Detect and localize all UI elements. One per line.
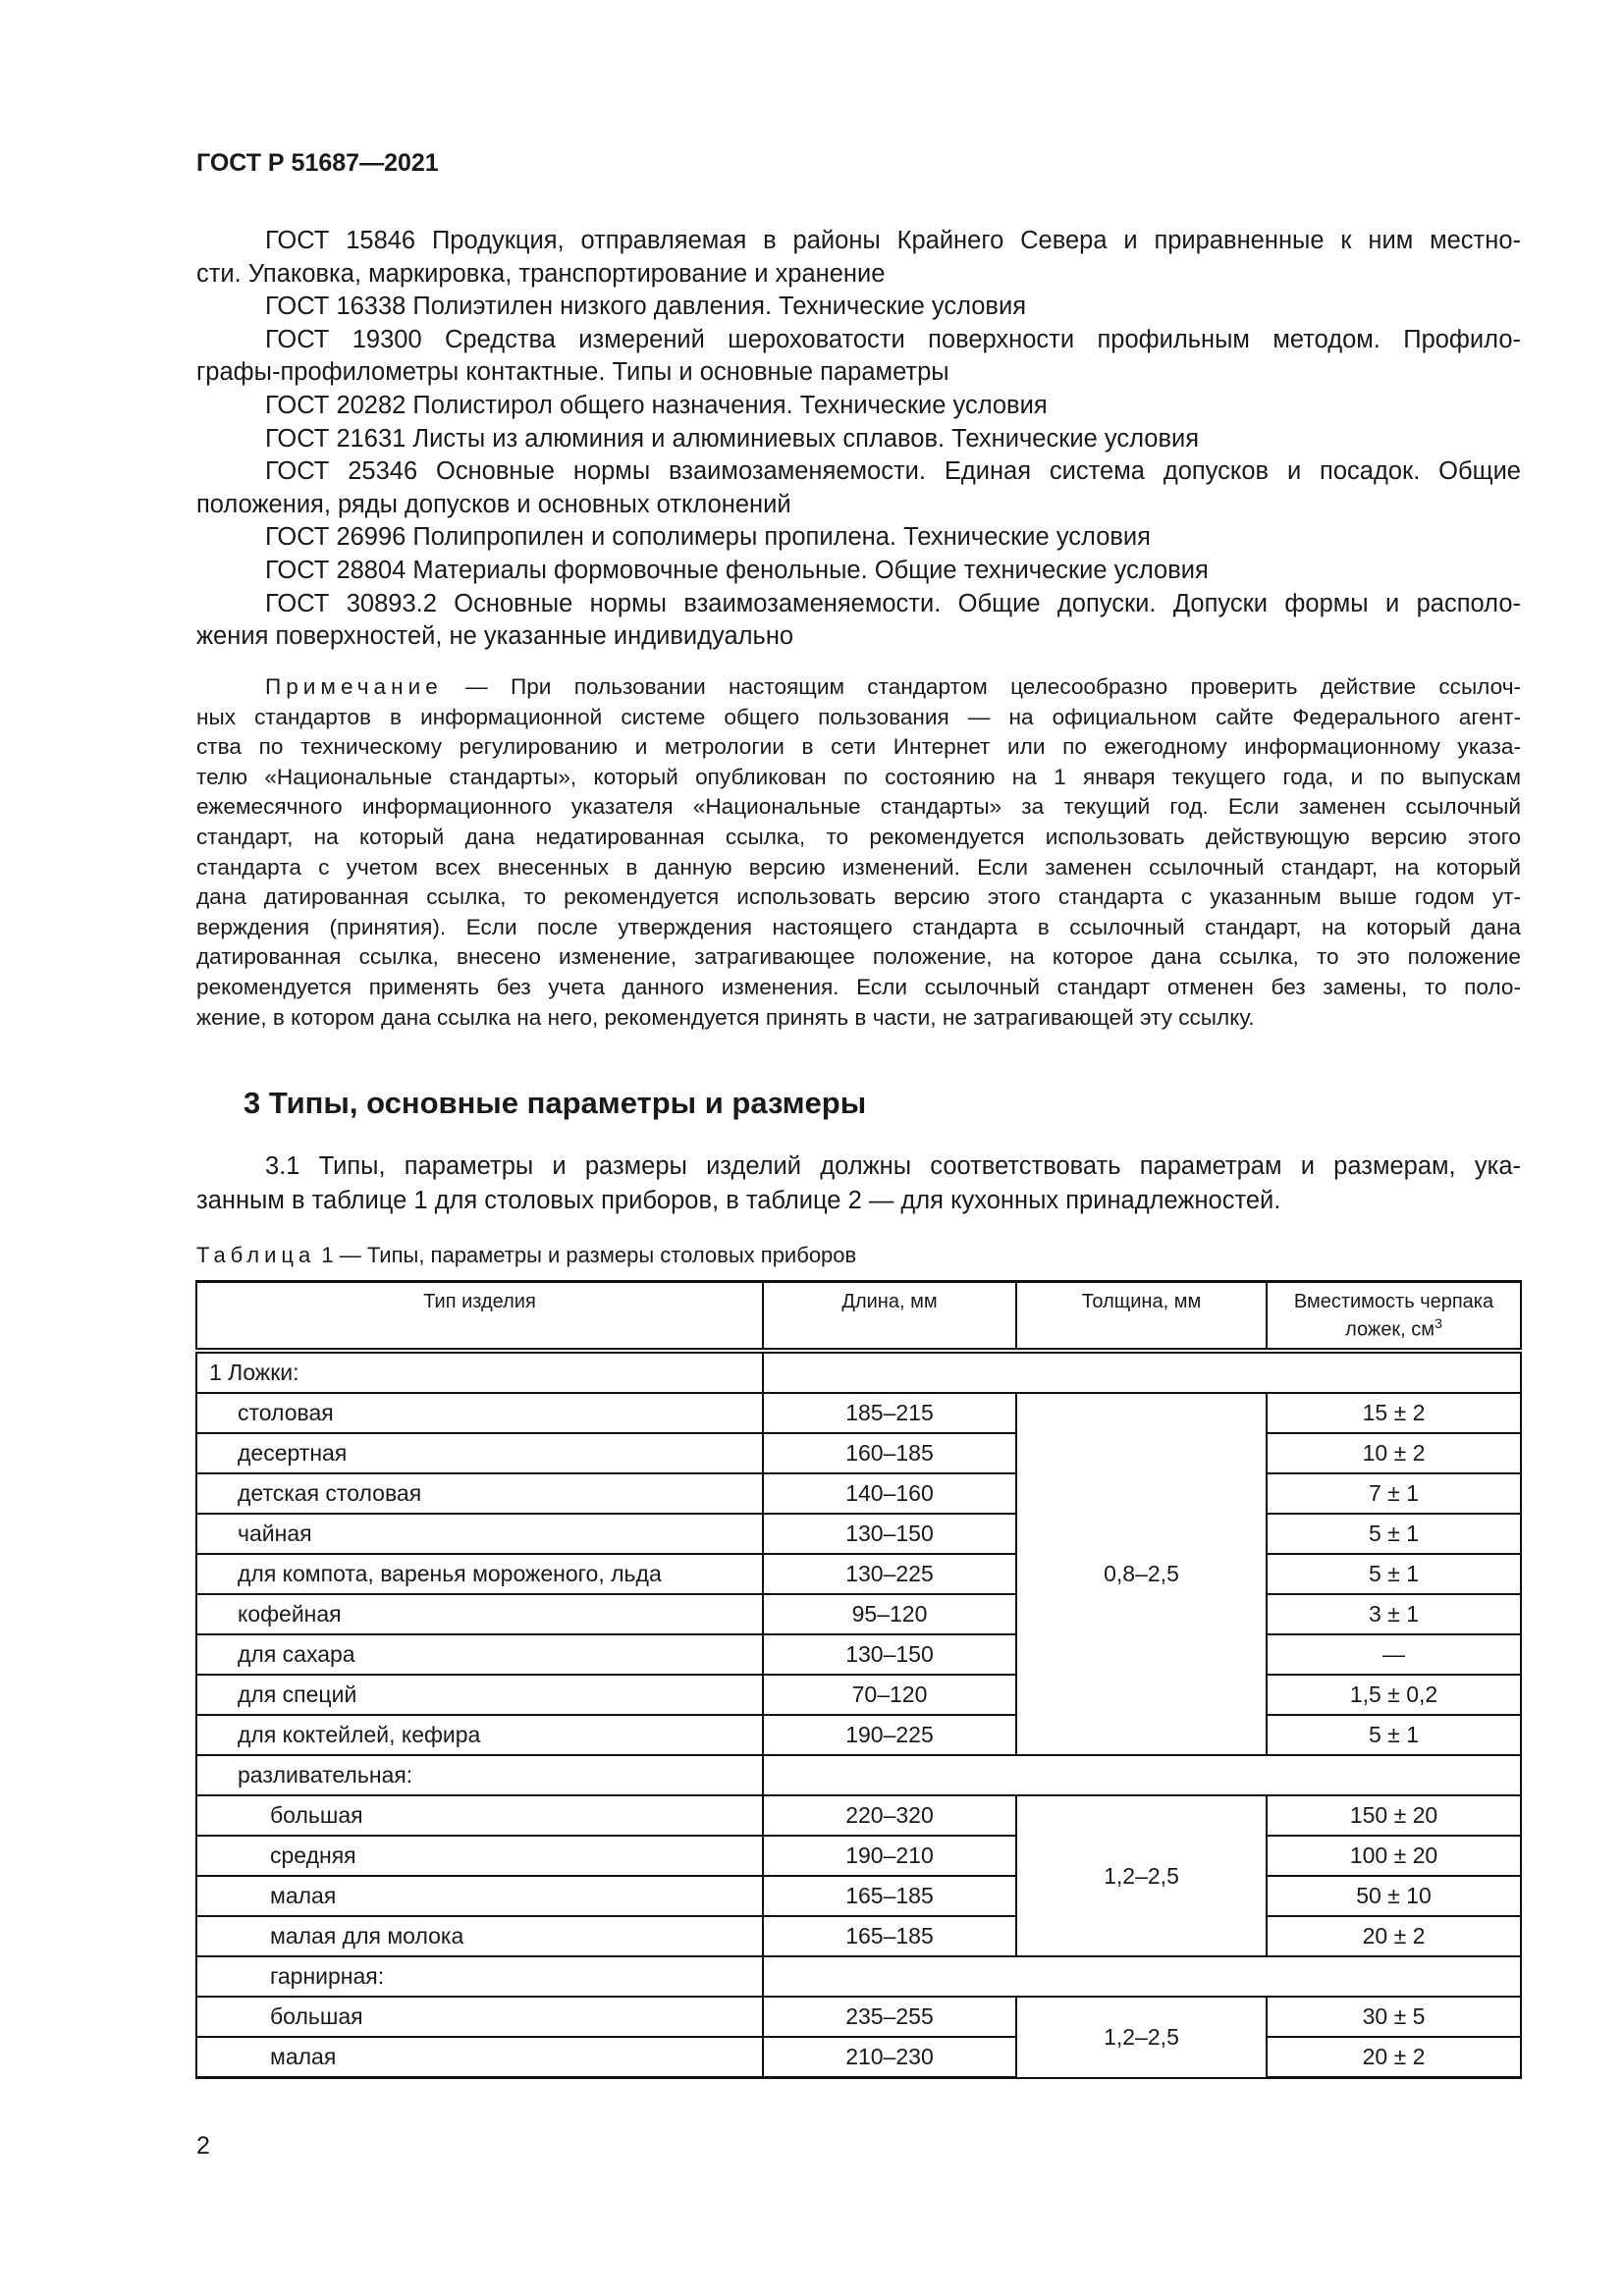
reference-line: ГОСТ 15846 Продукция, отправляемая в районы Крайнего Севера и приравненные к ним местно- <box>265 227 1521 254</box>
cell-thickness: 1,2–2,5 <box>1016 1997 1267 2078</box>
table-row <box>196 1755 1521 1795</box>
cell-empty <box>763 1956 1521 1997</box>
cell-volume: 15 ± 2 <box>1267 1393 1521 1433</box>
table-row <box>196 1594 1521 1634</box>
table-caption-label: Таблица <box>196 1243 316 1267</box>
cell-length: 165–185 <box>763 1916 1016 1956</box>
col-header-volume-text: Вместимость черпака ложек, см <box>1293 1291 1494 1341</box>
cell-volume: 7 ± 1 <box>1267 1473 1521 1514</box>
cell-volume: 5 ± 1 <box>1267 1554 1521 1594</box>
section-paragraph <box>196 1149 1521 1218</box>
table-cutlery-parameters <box>195 1280 1522 2079</box>
page-number: 2 <box>196 2132 210 2160</box>
paragraph-line: занным в таблице 1 для столовых приборов, в таблице 2 — для кухонных принадлежностей. <box>196 1187 1281 1214</box>
table-row <box>196 1473 1521 1514</box>
note-label: Примечание <box>265 674 443 699</box>
reference-line: ГОСТ 30893.2 Основные нормы взаимозаменяемости. Общие допуски. Допуски формы и располо- <box>265 589 1521 617</box>
table-row <box>196 1715 1521 1755</box>
cell-volume: 10 ± 2 <box>1267 1433 1521 1473</box>
cell-volume: 100 ± 20 <box>1267 1836 1521 1876</box>
cell-type: большая <box>196 1997 763 2037</box>
col-header-volume <box>1267 1282 1521 1352</box>
section-heading: 3 Типы, основные параметры и размеры <box>244 1086 867 1120</box>
cell-length: 130–150 <box>763 1634 1016 1675</box>
note-line: верждения (принятия). Если после утверждения настоящего стандарта в ссылочный стандарт, на который дана <box>196 914 1521 939</box>
note-line: телю «Национальные стандарты», который опубликован по состоянию на 1 января текущего года, и по выпускам <box>196 764 1521 789</box>
cell-type: гарнирная: <box>196 1956 763 1997</box>
reference-line: ГОСТ 25346 Основные нормы взаимозаменяемости. Единая система допусков и посадок. Общие <box>265 457 1521 486</box>
col-header-thickness: Толщина, мм <box>1016 1282 1267 1352</box>
cell-thickness: 0,8–2,5 <box>1016 1393 1267 1755</box>
cell-length: 130–225 <box>763 1554 1016 1594</box>
note-line: жение, в котором дана ссылка на него, рекомендуется принять в части, не затрагивающей эту ссылку. <box>196 1004 1255 1030</box>
cell-volume: 1,5 ± 0,2 <box>1267 1675 1521 1715</box>
cell-length: 165–185 <box>763 1876 1016 1916</box>
col-header-type: Тип изделия <box>196 1282 763 1352</box>
table-row <box>196 1433 1521 1473</box>
table-row <box>196 2037 1521 2078</box>
note-line: стандарт, на который дана недатированная ссылка, то рекомендуется использовать действующую версию этого <box>196 824 1521 849</box>
cell-length: 190–210 <box>763 1836 1016 1876</box>
note-line <box>196 672 1521 703</box>
cell-length: 140–160 <box>763 1473 1016 1514</box>
cell-length: 160–185 <box>763 1433 1016 1473</box>
note-line: ных стандартов в информационной системе общего пользования — на официальном сайте Федерального агент- <box>196 704 1521 729</box>
reference-line: ГОСТ 28804 Материалы формовочные фенольные. Общие технические условия <box>265 556 1209 584</box>
table-row <box>196 1916 1521 1956</box>
cell-type: детская столовая <box>196 1473 763 1514</box>
cell-length: 210–230 <box>763 2037 1016 2078</box>
note-line: дана датированная ссылка, то рекомендуется использовать версию этого стандарта с указанным выше годом ут- <box>196 884 1521 910</box>
cell-length: 95–120 <box>763 1594 1016 1634</box>
reference-line: положения, ряды допусков и основных отклонений <box>196 490 791 518</box>
table-row <box>196 1997 1521 2037</box>
cell-length: 235–255 <box>763 1997 1016 2037</box>
reference-line: ГОСТ 16338 Полиэтилен низкого давления. Технические условия <box>265 293 1027 321</box>
cell-length: 70–120 <box>763 1675 1016 1715</box>
table-row <box>196 1393 1521 1433</box>
cell-type: средняя <box>196 1836 763 1876</box>
cell-type: разливательная: <box>196 1755 763 1795</box>
cell-type: десертная <box>196 1433 763 1473</box>
reference-line: сти. Упаковка, маркировка, транспортирование и хранение <box>196 259 886 288</box>
table-row <box>196 1514 1521 1554</box>
paragraph-line: 3.1 Типы, параметры и размеры изделий должны соответствовать параметрам и размерам, ука- <box>265 1152 1521 1180</box>
cell-volume: 3 ± 1 <box>1267 1594 1521 1634</box>
table-caption <box>196 1243 856 1268</box>
reference-line: ГОСТ 19300 Средства измерений шероховатости поверхности профильным методом. Профило- <box>265 325 1521 353</box>
cell-type: для коктейлей, кефира <box>196 1715 763 1755</box>
note-line: датированная ссылка, внесено изменение, затрагивающее положение, на которое дана ссылка, то это положение <box>196 944 1521 970</box>
cell-length: 185–215 <box>763 1393 1016 1433</box>
cell-type: столовая <box>196 1393 763 1433</box>
cell-volume: 150 ± 20 <box>1267 1795 1521 1836</box>
cell-type: для специй <box>196 1675 763 1715</box>
table-caption-text: 1 — Типы, параметры и размеры столовых приборов <box>315 1243 857 1267</box>
cell-type: малая <box>196 2037 763 2078</box>
note-text: — При пользовании настоящим стандартом целесообразно проверить действие ссылоч- <box>442 674 1521 699</box>
cell-type: большая <box>196 1795 763 1836</box>
reference-line: ГОСТ 21631 Листы из алюминия и алюминиевых сплавов. Технические условия <box>265 424 1200 453</box>
cell-type: малая <box>196 1876 763 1916</box>
cell-volume: — <box>1267 1634 1521 1675</box>
cell-length: 130–150 <box>763 1514 1016 1554</box>
table-row <box>196 1554 1521 1594</box>
note-paragraph <box>196 672 1521 1033</box>
cell-empty <box>763 1351 1521 1393</box>
cell-thickness: 1,2–2,5 <box>1016 1795 1267 1956</box>
note-line: рекомендуется применять без учета данного изменения. Если ссылочный стандарт отменен без замены, то поло- <box>196 974 1521 999</box>
cell-volume: 5 ± 1 <box>1267 1514 1521 1554</box>
cell-empty <box>763 1755 1521 1795</box>
table-header-row <box>196 1282 1521 1352</box>
cell-type: для компота, варенья мороженого, льда <box>196 1554 763 1594</box>
document-code-header: ГОСТ Р 51687—2021 <box>196 149 439 177</box>
cell-type: 1 Ложки: <box>196 1351 763 1393</box>
cell-type: чайная <box>196 1514 763 1554</box>
table-row <box>196 1876 1521 1916</box>
reference-line: ГОСТ 26996 Полипропилен и сополимеры пропилена. Технические условия <box>265 523 1151 552</box>
cell-volume: 20 ± 2 <box>1267 2037 1521 2078</box>
reference-line: ГОСТ 20282 Полистирол общего назначения. Технические условия <box>265 391 1048 419</box>
table-row <box>196 1795 1521 1836</box>
cell-type: малая для молока <box>196 1916 763 1956</box>
cell-type: кофейная <box>196 1594 763 1634</box>
table-row <box>196 1956 1521 1997</box>
col-header-length: Длина, мм <box>763 1282 1016 1352</box>
cell-type: для сахара <box>196 1634 763 1675</box>
note-line: ежемесячного информационного указателя «Национальные стандарты» за текущий год. Если заменен ссылочный <box>196 794 1521 820</box>
cell-volume: 20 ± 2 <box>1267 1916 1521 1956</box>
cell-length: 190–225 <box>763 1715 1016 1755</box>
cell-volume: 50 ± 10 <box>1267 1876 1521 1916</box>
superscript: 3 <box>1435 1315 1442 1331</box>
normative-references-list <box>196 225 1521 654</box>
table-row <box>196 1351 1521 1393</box>
cell-volume: 5 ± 1 <box>1267 1715 1521 1755</box>
cell-length: 220–320 <box>763 1795 1016 1836</box>
table-row <box>196 1675 1521 1715</box>
reference-line: графы-профилометры контактные. Типы и основные параметры <box>196 358 949 387</box>
note-line: ства по техническому регулированию и метрологии в сети Интернет или по ежегодному информационному указа- <box>196 734 1521 760</box>
note-line: стандарта с учетом всех внесенных в данную версию изменений. Если заменен ссылочный стандарт, на который <box>196 854 1521 880</box>
table-row <box>196 1634 1521 1675</box>
reference-line: жения поверхностей, не указанные индивидуально <box>196 622 794 651</box>
table-row <box>196 1836 1521 1876</box>
cell-volume: 30 ± 5 <box>1267 1997 1521 2037</box>
